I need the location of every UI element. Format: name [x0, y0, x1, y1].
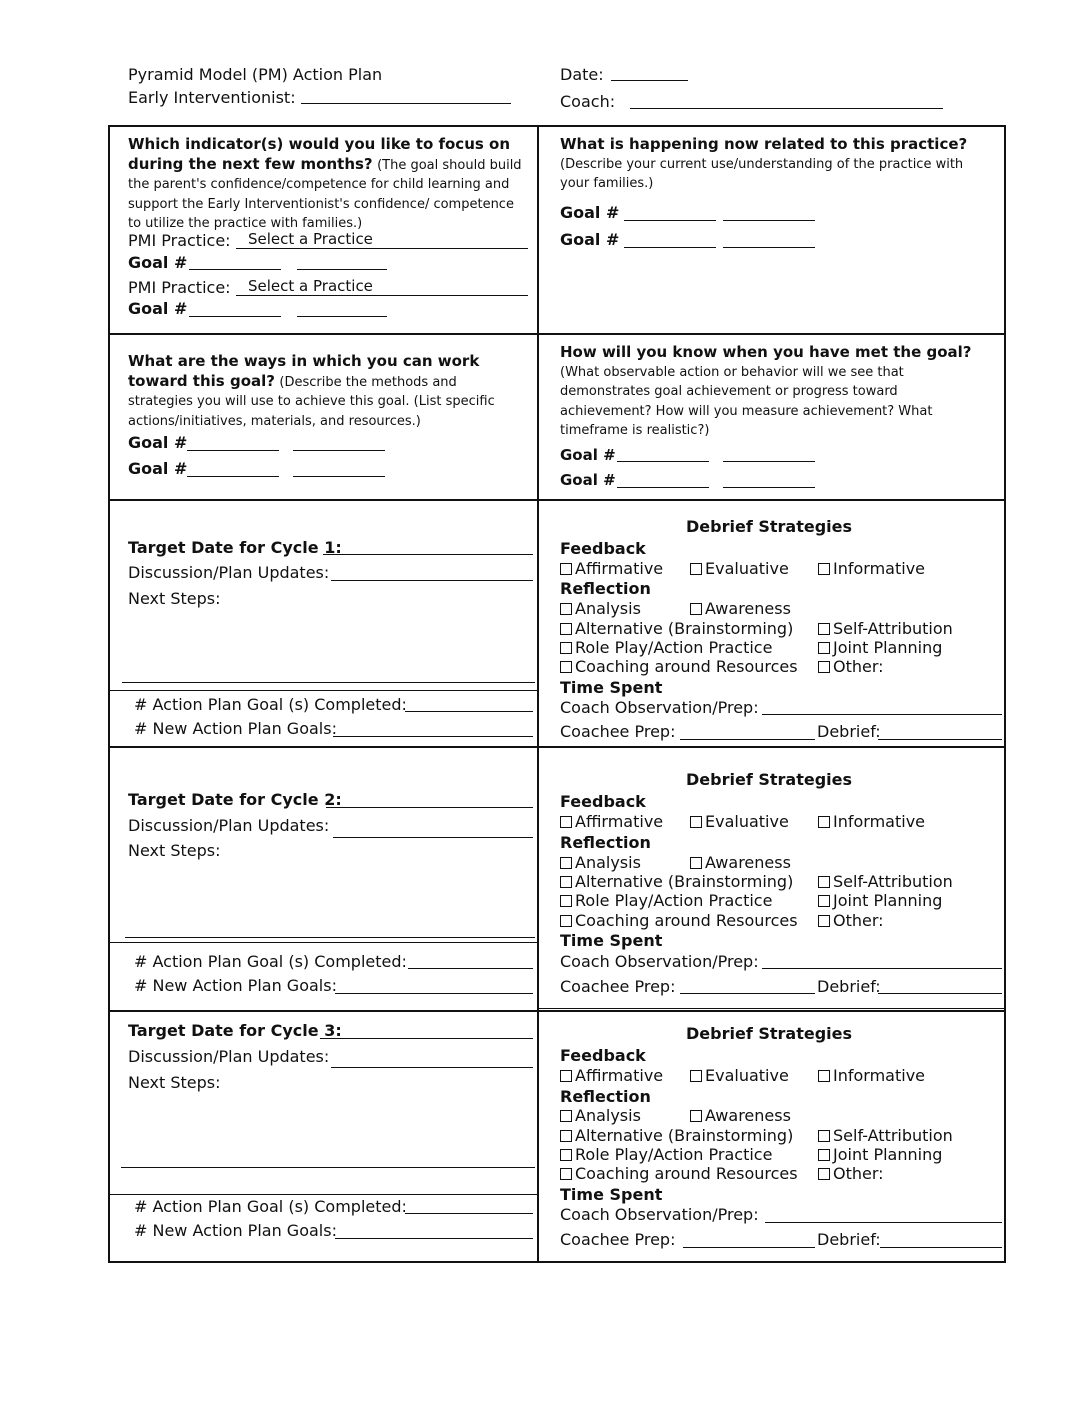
time-spent-heading: Time Spent: [560, 1185, 663, 1204]
coaching-resources-checkbox[interactable]: [560, 1165, 798, 1183]
feedback-heading: Feedback: [560, 539, 646, 558]
date-label: Date:: [560, 65, 604, 84]
practice-select-1[interactable]: Select a Practice: [236, 230, 528, 249]
q1-goal1-field-b[interactable]: [297, 269, 387, 270]
debrief-title: Debrief Strategies: [686, 517, 853, 536]
q4-goal1-field-b[interactable]: [723, 461, 815, 462]
checkbox-icon: [818, 816, 830, 828]
q1-goal2-field-b[interactable]: [297, 316, 387, 317]
checkbox-icon: [560, 1130, 572, 1142]
q2-goal1-field-b[interactable]: [723, 220, 815, 221]
column-divider: [537, 127, 539, 1261]
coaching-resources-label: Coaching around Resources: [575, 911, 798, 930]
q3-goal-label-2: Goal #: [128, 459, 188, 478]
checkbox-icon: [560, 563, 572, 575]
checkbox-icon: [560, 1110, 572, 1122]
alternative-label: Alternative (Brainstorming): [575, 872, 794, 891]
cycle1-subdivider: [110, 690, 537, 691]
time-spent-heading: Time Spent: [560, 678, 663, 697]
q4-block: [560, 343, 980, 441]
checkbox-icon: [818, 1149, 830, 1161]
cycle2-completed-label: # Action Plan Goal (s) Completed:: [134, 952, 407, 971]
self-attribution-checkbox[interactable]: [818, 873, 953, 891]
coach-field[interactable]: [630, 108, 943, 109]
coaching-resources-label: Coaching around Resources: [575, 1164, 798, 1183]
q1-goal2-field-a[interactable]: [189, 316, 281, 317]
checkbox-icon: [560, 1070, 572, 1082]
self-attribution-checkbox[interactable]: [818, 620, 953, 638]
cycle1-completed-field[interactable]: [405, 711, 533, 712]
cycle3-completed-field[interactable]: [405, 1213, 533, 1214]
role-play-label: Role Play/Action Practice: [575, 638, 773, 657]
checkbox-icon: [818, 642, 830, 654]
joint-planning-label: Joint Planning: [833, 891, 943, 910]
q1-practice-label: PMI Practice:: [128, 231, 231, 250]
informative-checkbox[interactable]: [818, 813, 925, 831]
debrief-time-field[interactable]: [878, 739, 1002, 740]
q2-goal2-field-a[interactable]: [624, 247, 716, 248]
cycle3-discussion-field[interactable]: [331, 1067, 533, 1068]
cycle1-target-field[interactable]: [323, 554, 533, 555]
q1-block: [128, 135, 524, 234]
role-play-label: Role Play/Action Practice: [575, 1145, 773, 1164]
q1-practice-label: PMI Practice:: [128, 278, 231, 297]
cycle2-discussion-field[interactable]: [333, 837, 533, 838]
awareness-label: Awareness: [705, 599, 791, 618]
cycle1-completed-label: # Action Plan Goal (s) Completed:: [134, 695, 407, 714]
date-field[interactable]: [611, 80, 688, 81]
coachee-prep-label: Coachee Prep:: [560, 722, 676, 741]
checkbox-icon: [818, 876, 830, 888]
joint-planning-label: Joint Planning: [833, 1145, 943, 1164]
q4-goal1-field-a[interactable]: [617, 461, 709, 462]
q1-heading: Which indicator(s) would you like to focus on during the next few months?: [128, 135, 511, 173]
row-divider: [110, 1010, 1004, 1012]
role-play-checkbox[interactable]: [560, 892, 772, 910]
coachee-prep-field[interactable]: [680, 993, 815, 994]
time-spent-heading: Time Spent: [560, 931, 663, 950]
cycle3-target-label: Target Date for Cycle 3:: [128, 1021, 342, 1040]
q3-goal2-field-a[interactable]: [187, 476, 279, 477]
alternative-checkbox[interactable]: [560, 873, 793, 891]
alternative-checkbox[interactable]: [560, 620, 793, 638]
coach-obs-label: Coach Observation/Prep:: [560, 1205, 759, 1224]
cycle2-new-goals-field[interactable]: [335, 993, 533, 994]
checkbox-icon: [690, 816, 702, 828]
coaching-resources-checkbox[interactable]: [560, 658, 798, 676]
feedback-heading: Feedback: [560, 1046, 646, 1065]
affirmative-checkbox[interactable]: [560, 813, 663, 831]
cycle2-subdivider: [110, 942, 537, 943]
cycle1-next-steps-field[interactable]: [122, 682, 535, 683]
joint-planning-checkbox[interactable]: [818, 639, 942, 657]
checkbox-icon: [818, 623, 830, 635]
evaluative-checkbox[interactable]: [690, 1067, 789, 1085]
cycle3-target-field[interactable]: [320, 1038, 533, 1039]
checkbox-icon: [818, 915, 830, 927]
cycle2-next-steps-field[interactable]: [125, 937, 535, 938]
feedback-heading: Feedback: [560, 792, 646, 811]
joint-planning-label: Joint Planning: [833, 638, 943, 657]
checkbox-icon: [690, 1110, 702, 1122]
q2-note: (Describe your current use/understanding of the practice with your families.): [560, 156, 964, 191]
checkbox-icon: [560, 603, 572, 615]
evaluative-label: Evaluative: [705, 559, 789, 578]
coach-obs-field[interactable]: [762, 714, 1002, 715]
coachee-prep-field[interactable]: [683, 1247, 815, 1248]
other-label: Other:: [833, 1164, 884, 1183]
q3-goal1-field-a[interactable]: [187, 450, 279, 451]
checkbox-icon: [818, 1070, 830, 1082]
checkbox-icon: [560, 661, 572, 673]
alternative-label: Alternative (Brainstorming): [575, 619, 794, 638]
q2-goal2-field-b[interactable]: [723, 247, 815, 248]
checkbox-icon: [690, 603, 702, 615]
coachee-prep-label: Coachee Prep:: [560, 977, 676, 996]
interventionist-field[interactable]: [301, 103, 511, 104]
checkbox-icon: [818, 661, 830, 673]
other-checkbox[interactable]: [818, 658, 884, 676]
cycle2-completed-field[interactable]: [408, 968, 533, 969]
q2-heading: What is happening now related to this practice?: [560, 135, 968, 153]
q1-goal-label-1: Goal #: [128, 253, 188, 272]
analysis-label: Analysis: [575, 599, 641, 618]
cycle2-target-label: Target Date for Cycle 2:: [128, 790, 342, 809]
form-title: Pyramid Model (PM) Action Plan: [128, 65, 383, 84]
informative-checkbox[interactable]: [818, 560, 925, 578]
q1-goal1-field-a[interactable]: [189, 269, 281, 270]
row-divider: [110, 499, 1004, 501]
self-attribution-label: Self-Attribution: [833, 1126, 953, 1145]
cycle1-new-goals-field[interactable]: [333, 736, 533, 737]
cycle1-discussion-field[interactable]: [331, 580, 533, 581]
informative-checkbox[interactable]: [818, 1067, 925, 1085]
debrief-time-label: Debrief:: [817, 977, 881, 996]
cycle3-completed-label: # Action Plan Goal (s) Completed:: [134, 1197, 407, 1216]
informative-label: Informative: [833, 559, 925, 578]
coach-obs-field[interactable]: [762, 968, 1002, 969]
cycle3-next-steps-label: Next Steps:: [128, 1073, 221, 1092]
reflection-heading: Reflection: [560, 833, 651, 852]
q4-heading: How will you know when you have met the goal?: [560, 343, 972, 361]
coachee-prep-field[interactable]: [680, 739, 815, 740]
cycle1-new-goals-label: # New Action Plan Goals:: [134, 719, 337, 738]
cycle2-new-goals-label: # New Action Plan Goals:: [134, 976, 337, 995]
evaluative-label: Evaluative: [705, 1066, 789, 1085]
checkbox-icon: [818, 563, 830, 575]
affirmative-checkbox[interactable]: [560, 1067, 663, 1085]
analysis-label: Analysis: [575, 1106, 641, 1125]
cycle3-new-goals-field[interactable]: [335, 1238, 533, 1239]
q2-block: [560, 135, 980, 194]
row-divider: [110, 746, 1004, 748]
coach-obs-field[interactable]: [765, 1222, 1002, 1223]
informative-label: Informative: [833, 812, 925, 831]
role-play-checkbox[interactable]: [560, 1146, 772, 1164]
q3-goal-label-1: Goal #: [128, 433, 188, 452]
other-checkbox[interactable]: [818, 1165, 884, 1183]
checkbox-icon: [818, 895, 830, 907]
q2-goal1-field-a[interactable]: [624, 220, 716, 221]
joint-planning-checkbox[interactable]: [818, 1146, 942, 1164]
cycle3-subdivider: [110, 1194, 537, 1195]
q4-note: (What observable action or behavior will we see that demonstrates goal achievement or progress toward achievement? How will you measure achievement? What timeframe is realistic?): [560, 364, 933, 438]
checkbox-icon: [690, 857, 702, 869]
checkbox-icon: [560, 895, 572, 907]
q3-goal2-field-b[interactable]: [293, 476, 385, 477]
debrief-time-label: Debrief:: [817, 722, 881, 741]
cycle2-discussion-label: Discussion/Plan Updates:: [128, 816, 330, 835]
awareness-label: Awareness: [705, 853, 791, 872]
checkbox-icon: [818, 1168, 830, 1180]
checkbox-icon: [560, 1149, 572, 1161]
checkbox-icon: [560, 857, 572, 869]
other-checkbox[interactable]: [818, 912, 884, 930]
other-label: Other:: [833, 911, 884, 930]
analysis-label: Analysis: [575, 853, 641, 872]
debrief-title: Debrief Strategies: [686, 1024, 853, 1043]
affirmative-label: Affirmative: [575, 1066, 664, 1085]
evaluative-label: Evaluative: [705, 812, 789, 831]
affirmative-label: Affirmative: [575, 559, 664, 578]
checkbox-icon: [560, 1168, 572, 1180]
analysis-checkbox[interactable]: [560, 854, 641, 872]
q4-goal-label-1: Goal #: [560, 446, 616, 464]
cycle3-next-steps-field[interactable]: [121, 1167, 535, 1168]
cycle2-right-divider: [537, 1008, 1004, 1009]
coachee-prep-label: Coachee Prep:: [560, 1230, 676, 1249]
coach-obs-label: Coach Observation/Prep:: [560, 698, 759, 717]
debrief-time-field[interactable]: [880, 1247, 1002, 1248]
checkbox-icon: [560, 642, 572, 654]
q3-block: [128, 352, 524, 431]
evaluative-checkbox[interactable]: [690, 560, 789, 578]
affirmative-checkbox[interactable]: [560, 560, 663, 578]
q3-note: (Describe the methods and strategies you will use to achieve this goal. (List specific actions/initiatives, materials, and resources.): [128, 374, 495, 429]
cycle1-target-label: Target Date for Cycle 1:: [128, 538, 342, 557]
row-divider: [110, 333, 1004, 335]
analysis-checkbox[interactable]: [560, 1107, 641, 1125]
q3-heading: What are the ways in which you can work toward this goal?: [128, 352, 480, 390]
q4-goal2-field-a[interactable]: [617, 487, 709, 488]
cycle2-next-steps-label: Next Steps:: [128, 841, 221, 860]
q2-goal-label-2: Goal #: [560, 230, 620, 249]
role-play-checkbox[interactable]: [560, 639, 772, 657]
reflection-heading: Reflection: [560, 579, 651, 598]
coach-obs-label: Coach Observation/Prep:: [560, 952, 759, 971]
checkbox-icon: [818, 1130, 830, 1142]
debrief-time-field[interactable]: [878, 993, 1002, 994]
q4-goal2-field-b[interactable]: [723, 487, 815, 488]
cycle1-next-steps-label: Next Steps:: [128, 589, 221, 608]
other-label: Other:: [833, 657, 884, 676]
interventionist-label: Early Interventionist:: [128, 88, 296, 107]
analysis-checkbox[interactable]: [560, 600, 641, 618]
coach-label: Coach:: [560, 92, 616, 111]
q1-note: (The goal should build the parent's confidence/competence for child learning and support the Early Interventionist's confidence/ competence to utilize the practice with families.): [128, 157, 522, 231]
debrief-time-label: Debrief:: [817, 1230, 881, 1249]
q3-goal1-field-b[interactable]: [293, 450, 385, 451]
checkbox-icon: [690, 1070, 702, 1082]
alternative-checkbox[interactable]: [560, 1127, 793, 1145]
cycle1-discussion-label: Discussion/Plan Updates:: [128, 563, 330, 582]
self-attribution-label: Self-Attribution: [833, 872, 953, 891]
self-attribution-label: Self-Attribution: [833, 619, 953, 638]
awareness-checkbox[interactable]: [690, 600, 791, 618]
coaching-resources-checkbox[interactable]: [560, 912, 798, 930]
evaluative-checkbox[interactable]: [690, 813, 789, 831]
role-play-label: Role Play/Action Practice: [575, 891, 773, 910]
cycle2-target-field[interactable]: [326, 807, 533, 808]
alternative-label: Alternative (Brainstorming): [575, 1126, 794, 1145]
checkbox-icon: [560, 816, 572, 828]
informative-label: Informative: [833, 1066, 925, 1085]
self-attribution-checkbox[interactable]: [818, 1127, 953, 1145]
q1-goal-label-2: Goal #: [128, 299, 188, 318]
debrief-title: Debrief Strategies: [686, 770, 853, 789]
coaching-resources-label: Coaching around Resources: [575, 657, 798, 676]
cycle3-new-goals-label: # New Action Plan Goals:: [134, 1221, 337, 1240]
checkbox-icon: [560, 915, 572, 927]
checkbox-icon: [560, 623, 572, 635]
checkbox-icon: [690, 563, 702, 575]
joint-planning-checkbox[interactable]: [818, 892, 942, 910]
q2-goal-label-1: Goal #: [560, 203, 620, 222]
awareness-label: Awareness: [705, 1106, 791, 1125]
reflection-heading: Reflection: [560, 1087, 651, 1106]
practice-select-2[interactable]: Select a Practice: [236, 277, 528, 296]
affirmative-label: Affirmative: [575, 812, 664, 831]
cycle3-discussion-label: Discussion/Plan Updates:: [128, 1047, 330, 1066]
q4-goal-label-2: Goal #: [560, 471, 616, 489]
awareness-checkbox[interactable]: [690, 1107, 791, 1125]
awareness-checkbox[interactable]: [690, 854, 791, 872]
checkbox-icon: [560, 876, 572, 888]
